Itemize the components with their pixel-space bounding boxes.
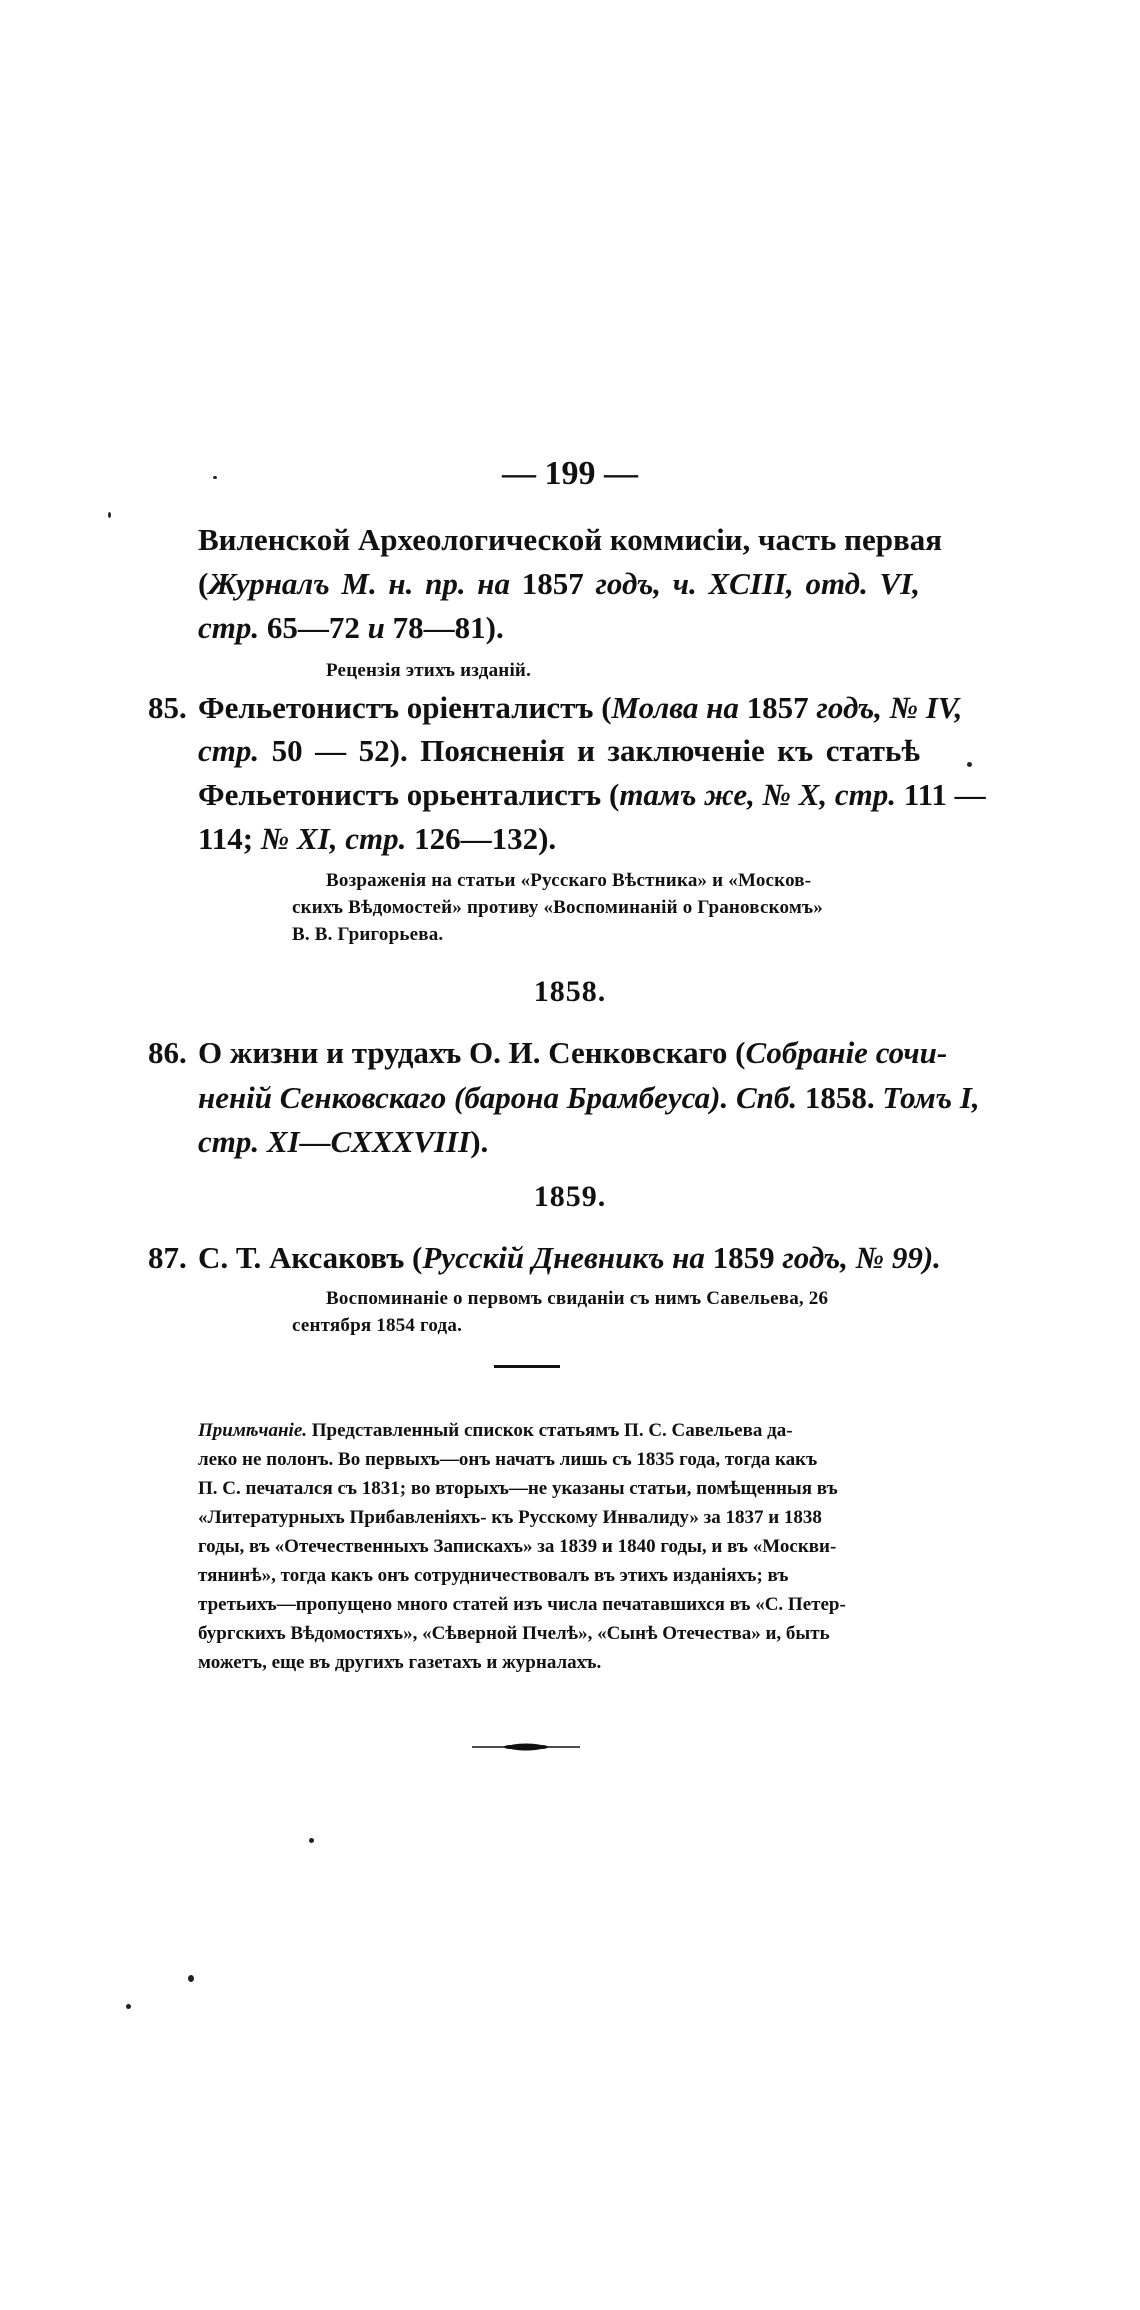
entry84-line3: стр. 65—72 и 78—81).: [198, 610, 504, 645]
entry86-line2: неній Сенковскаго (барона Брамбеуса). Спб. 1858. Томъ I,: [198, 1080, 980, 1115]
entry85-note-line3: В. В. Григорьева.: [292, 924, 444, 945]
entry85-line3: Фельетонистъ орьенталистъ (тамъ же, № X, стр. 111 —: [198, 777, 986, 812]
remark-line1: Примѣчаніе. Представленный спискок статьямъ П. С. Савельева да-: [198, 1420, 793, 1441]
remark-line7: третьихъ—пропущено много статей изъ числа печатавшихся въ «С. Петер-: [198, 1594, 846, 1615]
entry87-note-line1: Воспоминаніе о первомъ свиданіи съ нимъ Савельева, 26: [326, 1288, 829, 1309]
entry87-number: 87.: [148, 1240, 187, 1275]
remark-line8: бургскихъ Вѣдомостяхъ», «Сѣверной Пчелѣ», «Сынѣ Отечества» и, быть: [198, 1623, 830, 1644]
remark-line3: П. С. печатался съ 1831; во вторыхъ—не указаны статьи, помѣщенныя въ: [198, 1478, 838, 1499]
remark-line6: тянинѣ», тогда какъ онъ сотрудничествовалъ въ этихъ изданіяхъ; въ: [198, 1565, 789, 1586]
remark-line5: годы, въ «Отечественныхъ Запискахъ» за 1839 и 1840 годы, и въ «Москви-: [198, 1536, 837, 1557]
year-heading-1858: 1858.: [533, 975, 607, 1008]
scan-speck: [213, 476, 217, 479]
entry85-line1: Фельетонистъ оріенталистъ (Молва на 1857 годъ, № IV,: [198, 690, 963, 725]
entry86-number: 86.: [148, 1035, 187, 1070]
remark-line4: «Литературныхъ Прибавленіяхъ- къ Русскому Инвалиду» за 1837 и 1838: [198, 1507, 822, 1528]
entry86-line1: О жизни и трудахъ О. И. Сенковскаго (Собраніе сочи-: [198, 1035, 948, 1070]
year-heading-1859: 1859.: [533, 1180, 607, 1213]
end-ornament: [470, 1740, 582, 1754]
entry85-line2: стр. 50 — 52). Поясненія и заключеніе къ статьѣ: [198, 733, 920, 768]
entry85-note-line1: Возраженія на статьи «Русскаго Вѣстника» и «Москов-: [326, 870, 812, 891]
entry84-line1: Виленской Археологической коммисіи, часть первая: [198, 522, 943, 557]
remark-line9: можетъ, еще въ другихъ газетахъ и журналахъ.: [198, 1652, 602, 1673]
entry84-line2: (Журналъ М. н. пр. на 1857 годъ, ч. XCIII, отд. VI,: [198, 566, 921, 601]
scan-speck: [309, 1838, 314, 1843]
scan-speck: [126, 2004, 131, 2009]
remark-label: Примѣчаніе.: [198, 1420, 308, 1441]
entry86-line3: стр. XI—CXXXVIII).: [198, 1124, 489, 1159]
entry85-number: 85.: [148, 690, 187, 725]
entry84-note: Рецензія этихъ изданій.: [326, 660, 532, 681]
scan-speck: [188, 1975, 194, 1982]
entry85-note-line2: скихъ Вѣдомостей» противу «Воспоминаній о Грановскомъ»: [292, 897, 823, 918]
remark-line2: леко не полонъ. Во первыхъ—онъ начатъ лишь съ 1835 года, тогда какъ: [198, 1449, 818, 1470]
scan-speck: [967, 762, 972, 767]
page-number: — 199 —: [502, 455, 638, 492]
entry87-note-line2: сентября 1854 года.: [292, 1315, 463, 1336]
section-divider: [494, 1365, 560, 1368]
entry87-line1: С. Т. Аксаковъ (Русскій Дневникъ на 1859 годъ, № 99).: [198, 1240, 941, 1275]
scan-speck: [108, 512, 111, 518]
entry85-line4: 114; № XI, стр. 126—132).: [198, 821, 557, 856]
